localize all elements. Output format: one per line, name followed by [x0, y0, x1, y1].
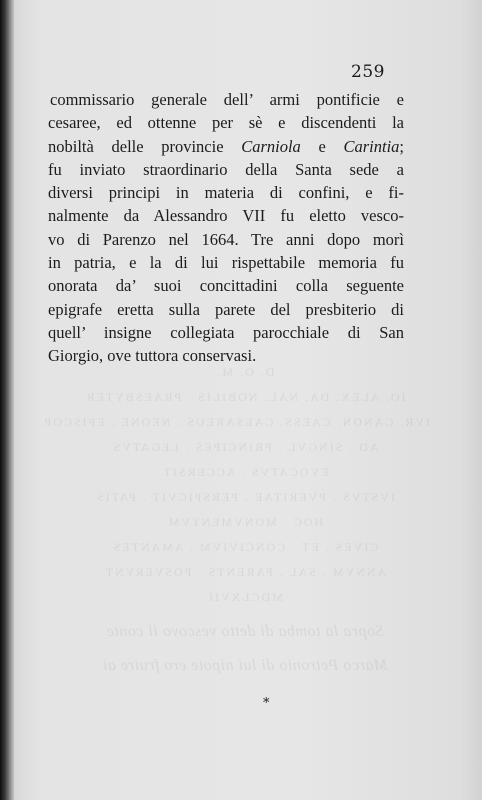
text-line [48, 181, 404, 204]
signature-mark: * [263, 696, 270, 711]
text-segment: nobiltà delle provincie [48, 136, 242, 156]
text-segment: commissario generale dell’ armi pontificie e [50, 90, 404, 109]
bleed-through-line: ANNVM . SAL . PARENTS . POSVERVNT [103, 565, 387, 579]
bleed-through-line: Sopra la tomba di detto vescovo il conte [106, 623, 384, 640]
text-segment: Giorgio, ove tuttora conservasi. [48, 346, 257, 366]
bleed-through-line: CIVES . ET . CONCIVIVM . AMANTES [111, 540, 379, 554]
bleed-through-line: HOC . MONVMENTVM [166, 515, 324, 529]
text-segment: vo di Parenzo nel 1664. Tre anni dopo morì [48, 229, 404, 249]
text-line [48, 204, 404, 227]
text-segment: quell’ insigne collegiata parocchiale di San [48, 322, 404, 342]
text-line [48, 158, 404, 181]
text-line [48, 321, 404, 344]
text-segment: nalmente da Alessandro VII fu eletto vesco- [48, 206, 404, 226]
text-line [48, 111, 404, 134]
bleed-through-line: D. O. M. [215, 365, 275, 379]
bleed-through-text [38, 360, 430, 720]
text-line [48, 228, 404, 251]
text-segment: fu inviato straordinario della Santa sede a [48, 159, 404, 179]
binding-gutter [0, 0, 14, 800]
text-segment: cesaree, ed ottenne per sè e discendenti la [48, 113, 404, 133]
text-segment: ; [399, 136, 404, 156]
text-line [48, 88, 404, 111]
text-segment: onorata da’ suoi concittadini colla seguente [48, 276, 404, 296]
text-line [48, 274, 404, 297]
italic-place-name: Carintia [343, 136, 400, 156]
page-number: 259 [351, 62, 385, 82]
text-line [48, 135, 404, 158]
text-segment: e [300, 136, 344, 156]
bleed-through-line: IVSTVS . PVERITAE . PERSPICVIT . PATIS [94, 490, 396, 504]
text-line [48, 298, 404, 321]
bleed-through-line: IVR. CANON. CAESS. CAESAREUS . NEONE . EPISCOP. [38, 415, 430, 429]
bleed-through-line: IO. ALEX. DA. NAL. NOBILIS . PRAESBYTER [84, 390, 406, 404]
italic-place-name: Carniola [241, 136, 301, 156]
text-segment: in patria, e la di lui rispettabile memoria fu [48, 253, 404, 273]
bleed-through-line: AD . SINGVL . PRINCIPES . LEGATVS [111, 440, 379, 454]
bleed-through-line: EVOCATVS . ACCERSIT [161, 465, 329, 479]
bleed-through-line: Marco Petronio di lui nipote ero fruire ai [102, 657, 388, 674]
body-paragraph [48, 88, 404, 368]
bleed-through-line: MDCLXVII [207, 590, 283, 604]
text-segment: epigrafe eretta sulla parete del presbiterio di [48, 299, 404, 319]
text-line [48, 251, 404, 274]
text-segment: diversi principi in materia di confini, e fi- [48, 183, 404, 203]
